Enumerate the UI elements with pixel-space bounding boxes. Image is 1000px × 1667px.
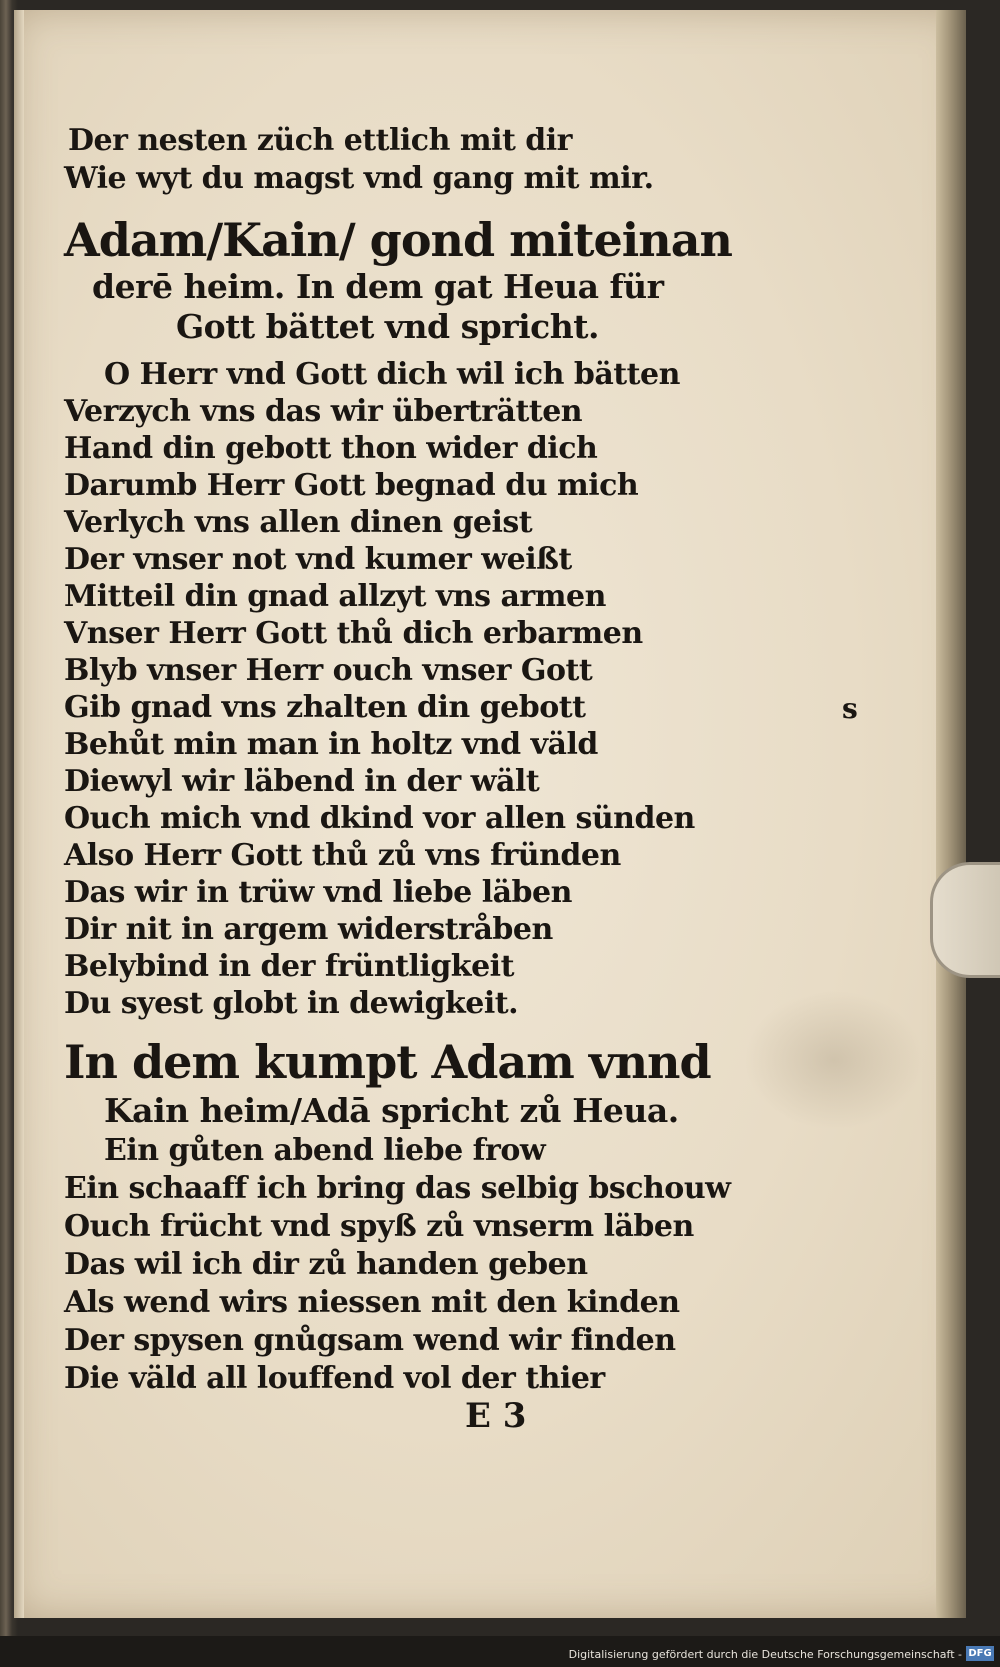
section-subheading: Kain heim/Adā spricht zů Heua. [104, 1091, 679, 1130]
dfg-logo: DFG [966, 1646, 994, 1661]
verse-line: Du syest globt in dewigkeit. [64, 986, 519, 1021]
verse-line: O Herr vnd Gott dich wil ich bätten [104, 357, 680, 392]
margin-mark: s [842, 692, 858, 725]
verse-line: Das wir in trüw vnd liebe läben [64, 875, 572, 910]
verse-line: Vnser Herr Gott thů dich erbarmen [64, 616, 643, 651]
verse-line: Ein gůten abend liebe frow [104, 1133, 546, 1168]
verse-line: Darumb Herr Gott begnad du mich [64, 468, 639, 503]
verse-line: Verzych vns das wir überträtten [64, 394, 583, 429]
verse-line: Die väld all louffend vol der thier [64, 1361, 605, 1396]
verse-line: Der vnser not vnd kumer weißt [64, 542, 572, 577]
verse-line: Diewyl wir läbend in der wält [64, 764, 540, 799]
verse-line: Verlych vns allen dinen geist [64, 505, 533, 540]
footer-credit: Digitalisierung gefördert durch die Deutsche Forschungsgemeinschaft - [568, 1648, 962, 1661]
verse-line: Also Herr Gott thů zů vns fründen [64, 838, 621, 873]
verse-line: Ouch frücht vnd spyß zů vnserm läben [64, 1209, 694, 1244]
text-line: Wie wyt du magst vnd gang mit mir. [64, 161, 654, 196]
verse-line: Behůt min man in holtz vnd väld [64, 727, 598, 762]
verse-line: Ouch mich vnd dkind vor allen sünden [64, 801, 695, 836]
text-line: Der nesten züch ettlich mit dir [68, 123, 572, 158]
section-heading: In dem kumpt Adam vnnd [64, 1035, 711, 1089]
verse-line: Hand din gebott thon wider dich [64, 431, 598, 466]
verse-line: Als wend wirs niessen mit den kinden [64, 1285, 680, 1320]
verse-line: Mitteil din gnad allzyt vns armen [64, 579, 606, 614]
verse-line: Gib gnad vns zhalten din gebott [64, 690, 586, 725]
verse-line: Blyb vnser Herr ouch vnser Gott [64, 653, 593, 688]
verse-line: Ein schaaff ich bring das selbig bschouw [64, 1171, 731, 1206]
section-subheading: derē heim. In dem gat Heua für [92, 267, 664, 306]
verse-line: Der spysen gnůgsam wend wir finden [64, 1323, 676, 1358]
verse-line: Belybind in der früntligkeit [64, 949, 514, 984]
section-heading: Adam/Kain/ gond miteinan [64, 213, 732, 267]
signature-mark: E 3 [465, 1396, 527, 1436]
verse-line: Das wil ich dir zů handen geben [64, 1247, 588, 1282]
section-subheading: Gott bättet vnd spricht. [176, 307, 599, 346]
verse-line: Dir nit in argem widerstråben [64, 912, 553, 947]
